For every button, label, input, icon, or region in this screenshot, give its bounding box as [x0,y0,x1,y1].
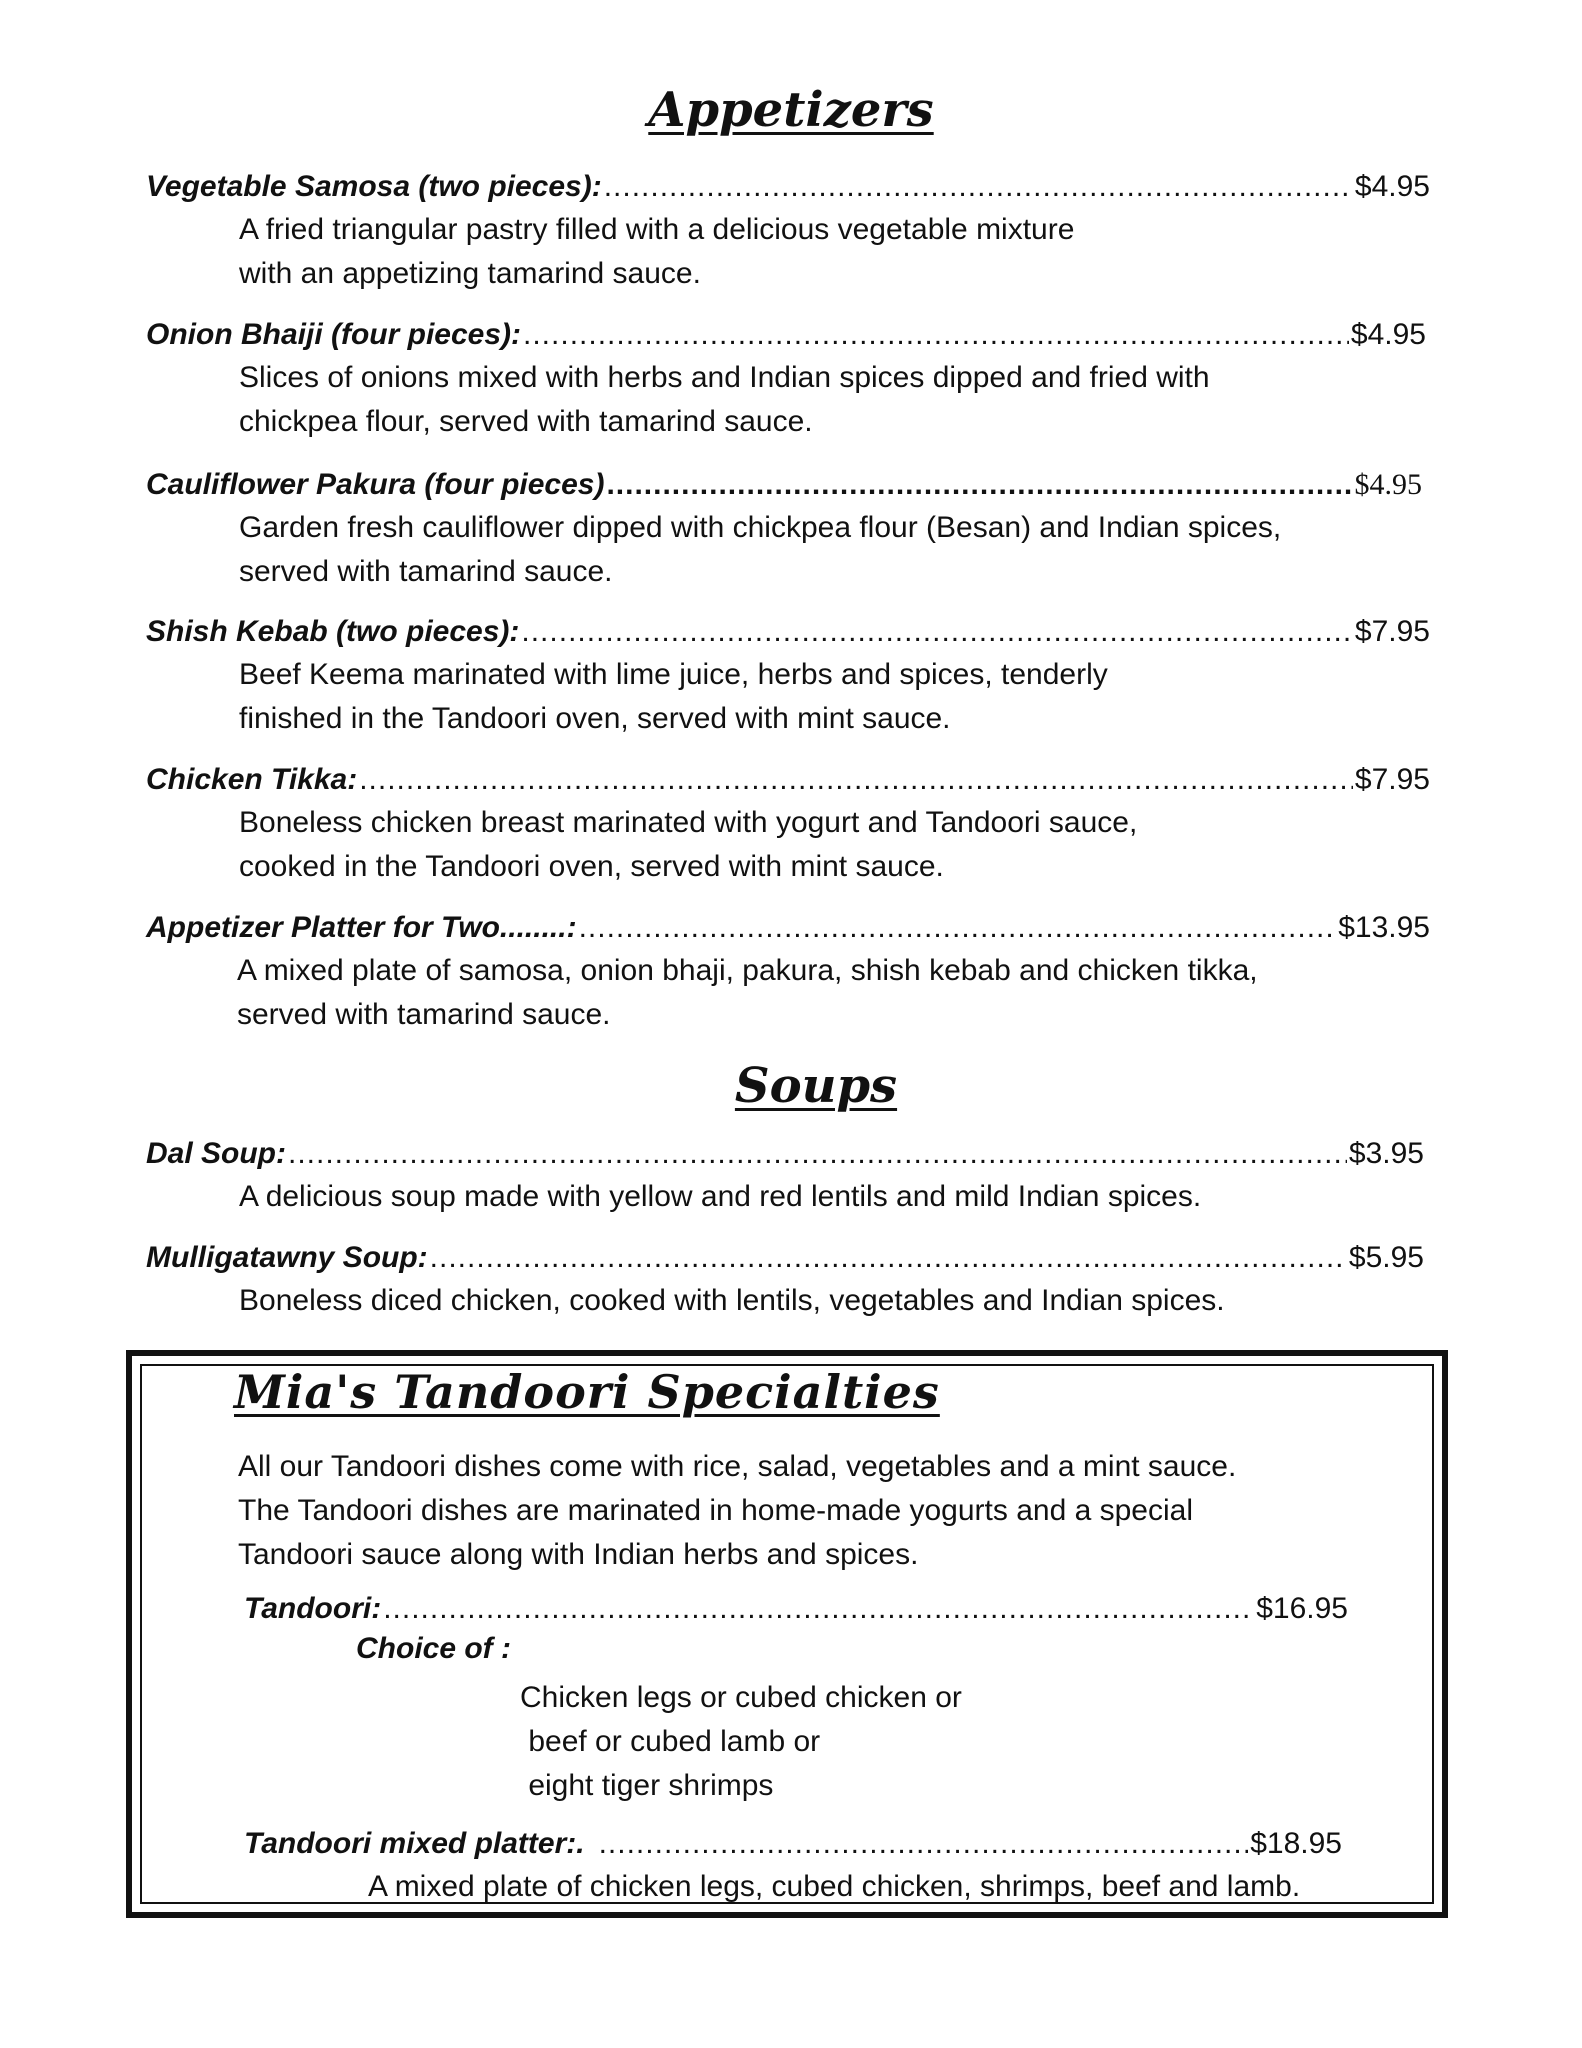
item-description: Boneless diced chicken, cooked with lentils, vegetables and Indian spices. [239,1284,1225,1317]
specialties-intro: All our Tandoori dishes come with rice, salad, vegetables and a mint sauce. The Tandoori dishes are marinated in home-made yogurts and a special Tandoori sauce along with Indian herbs and spices. [238,1450,1237,1571]
item-description: Beef Keema marinated with lime juice, herbs and spices, tenderly finished in the Tandoori oven, served with mint sauce. [239,658,1108,735]
dot-leader [521,613,1353,651]
item-price: $7.95 [1354,615,1430,648]
menu-item [146,909,1430,1037]
menu-item [146,1135,1424,1219]
item-price: $3.95 [1348,1137,1424,1170]
choice-option: Chicken legs or cubed chicken or [520,1681,962,1714]
dot-leader [523,316,1349,354]
dot-leader [579,909,1337,947]
item-price: $4.95 [1354,170,1430,203]
item-name: Vegetable Samosa (two pieces): [146,170,602,203]
appetizers-heading: Appetizers [648,82,934,138]
item-price: $4.95 [1350,318,1426,351]
menu-item [146,613,1430,741]
item-name: Tandoori mixed platter:. [244,1827,585,1860]
menu-item [146,466,1422,594]
choice-list [520,1676,962,1808]
item-name: Onion Bhaiji (four pieces): [146,318,522,351]
dot-leader [288,1135,1347,1173]
choice-option: beef or cubed lamb or [520,1725,821,1758]
item-name: Appetizer Platter for Two........: [146,911,577,944]
item-description: A fried triangular pastry filled with a delicious vegetable mixture with an appetizing tamarind sauce. [239,213,1075,290]
item-name: Chicken Tikka: [146,763,358,796]
choice-label: Choice of : [356,1632,511,1665]
soups-heading: Soups [734,1058,898,1114]
item-description: A delicious soup made with yellow and red lentils and mild Indian spices. [239,1180,1202,1213]
item-price: $5.95 [1348,1241,1424,1274]
item-price: $4.95 [1354,468,1422,501]
dot-leader [606,466,1352,504]
item-price: $16.95 [1256,1592,1348,1625]
menu-item [146,168,1430,296]
menu-item [146,761,1430,889]
menu-item [146,316,1426,444]
item-name: Shish Kebab (two pieces): [146,615,520,648]
item-price: $13.95 [1338,911,1430,944]
item-name: Dal Soup: [146,1137,286,1170]
item-description: Boneless chicken breast marinated with yogurt and Tandoori sauce, cooked in the Tandoori oven, served with mint sauce. [239,806,1138,883]
menu-item [146,1239,1424,1323]
item-name: Cauliflower Pakura (four pieces) [146,468,605,501]
item-price: $18.95 [1250,1827,1342,1860]
item-price: $7.95 [1354,763,1430,796]
dot-leader [599,1825,1249,1863]
specialties-heading: Mia's Tandoori Specialties [234,1365,940,1419]
item-name: Tandoori: [244,1592,382,1625]
dot-leader [359,761,1353,799]
item-description: Slices of onions mixed with herbs and Indian spices dipped and fried with chickpea flour, served with tamarind sauce. [239,361,1210,438]
menu-item [244,1590,1348,1628]
dot-leader [430,1239,1347,1277]
item-description: A mixed plate of samosa, onion bhaji, pakura, shish kebab and chicken tikka, served with tamarind sauce. [237,954,1258,1031]
choice-option: eight tiger shrimps [520,1769,774,1802]
item-description: A mixed plate of chicken legs, cubed chicken, shrimps, beef and lamb. [368,1870,1301,1903]
item-description: Garden fresh cauliflower dipped with chickpea flour (Besan) and Indian spices, served with tamarind sauce. [239,511,1282,588]
dot-leader [604,168,1353,206]
dot-leader [383,1590,1254,1628]
menu-item [244,1825,1342,1909]
item-name: Mulligatawny Soup: [146,1241,428,1274]
